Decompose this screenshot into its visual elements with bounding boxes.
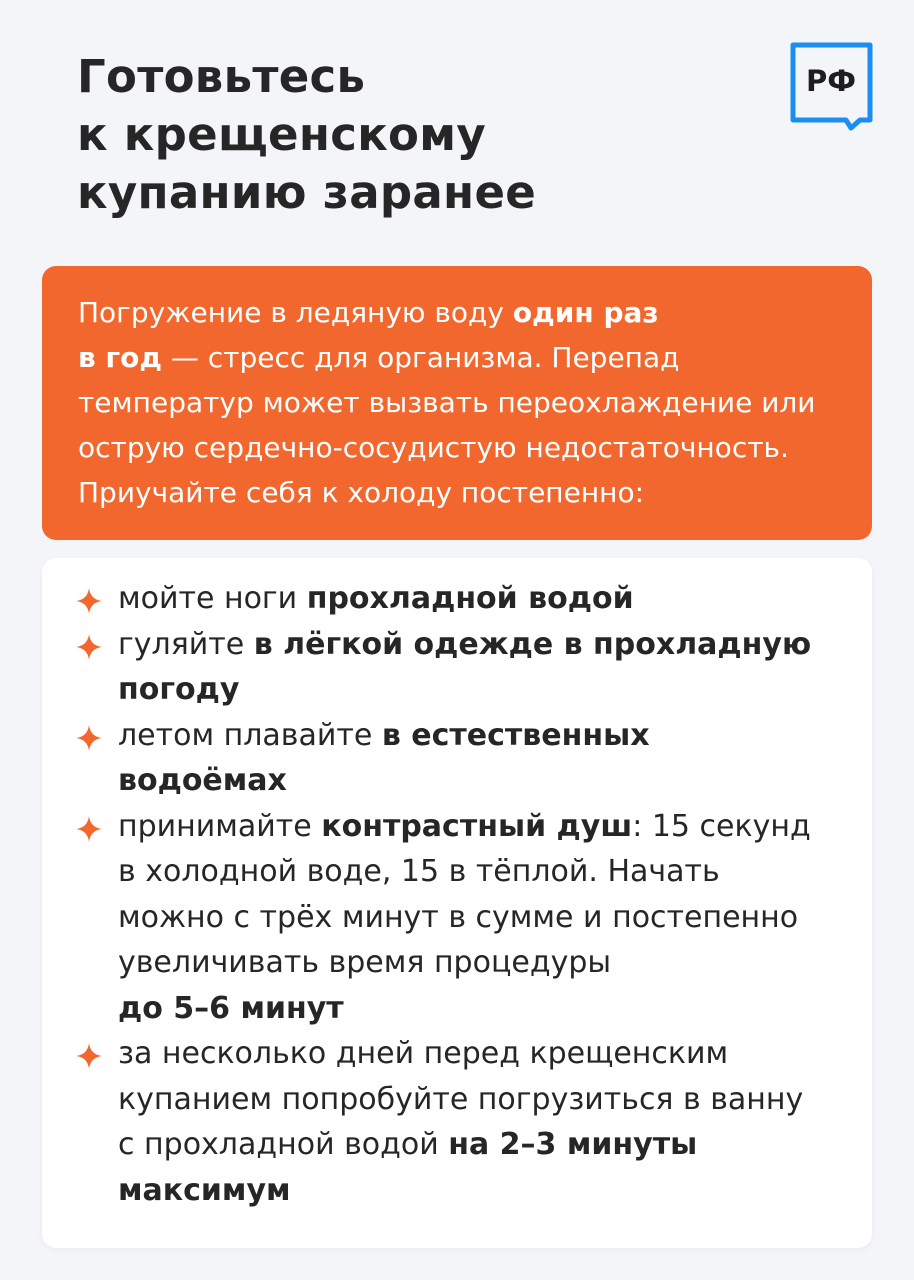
- intro-text: [78, 290, 852, 515]
- page-title: [77, 48, 757, 222]
- tip-text: мойте ноги: [118, 581, 307, 616]
- tip-line: [118, 986, 852, 1032]
- tip-emphasis: до 5–6 минут: [118, 990, 344, 1026]
- tip-line: [118, 804, 852, 850]
- tips-list: [42, 558, 872, 1213]
- tip-line: [118, 758, 852, 804]
- intro-callout: [42, 266, 872, 540]
- sparkle-bullet-icon: [76, 725, 102, 751]
- intro-line: [78, 290, 852, 335]
- list-item: [42, 713, 872, 804]
- tip-emphasis: в лёгкой одежде в прохладную: [253, 626, 812, 662]
- title-line: к крещенскому: [77, 108, 486, 161]
- tip-line: [118, 1168, 852, 1214]
- intro-text-part: — стресс для организма. Перепад: [161, 341, 680, 374]
- sparkle-bullet-icon: [76, 588, 102, 614]
- tip-emphasis: на 2–3 минуты: [448, 1127, 698, 1162]
- tip-line: за несколько дней перед крещенским: [118, 1036, 729, 1071]
- list-item: [42, 804, 872, 1032]
- sparkle-bullet-icon: [76, 634, 102, 660]
- tip-line: [118, 713, 852, 759]
- sparkle-bullet-icon: [76, 816, 102, 842]
- tips-card: [42, 558, 872, 1248]
- tip-emphasis: максимум: [118, 1172, 291, 1208]
- intro-line: [78, 335, 852, 380]
- tip-line: можно с трёх минут в сумме и постепенно: [118, 899, 799, 935]
- tip-emphasis: контрастный душ: [321, 808, 633, 844]
- tip-text: принимайте: [118, 808, 322, 844]
- tip-line: [118, 576, 852, 622]
- tip-line: [118, 667, 852, 713]
- intro-line: Приучайте себя к холоду постепенно:: [78, 476, 645, 509]
- list-item: [42, 576, 872, 622]
- tip-emphasis: погоду: [118, 672, 240, 707]
- list-item: [42, 622, 872, 713]
- tip-line: [118, 622, 852, 668]
- tip-line: купанием попробуйте погрузиться в ванну: [118, 1081, 804, 1117]
- sparkle-bullet-icon: [76, 1043, 102, 1069]
- intro-line: температур может вызвать переохлаждение или: [78, 386, 816, 419]
- tip-line: увеличивать время процедуры: [118, 945, 612, 980]
- tip-line: [118, 1122, 852, 1168]
- tip-text: летом плавайте: [118, 717, 382, 753]
- rf-logo: [790, 42, 874, 132]
- title-line: Готовьтесь: [77, 50, 366, 103]
- tip-text: гуляйте: [118, 626, 254, 662]
- logo-text: РФ: [805, 64, 857, 98]
- intro-emphasis: в год: [78, 341, 162, 374]
- tip-emphasis: прохладной водой: [306, 581, 634, 616]
- intro-line: острую сердечно-сосудистую недостаточность.: [78, 431, 789, 464]
- title-line: купанию заранее: [77, 166, 537, 219]
- tip-emphasis: в естественных: [381, 717, 650, 753]
- list-item: [42, 1031, 872, 1213]
- chat-bubble-logo-icon: [790, 42, 874, 132]
- intro-text-part: Погружение в ледяную воду: [78, 296, 513, 329]
- intro-emphasis: один раз: [512, 296, 659, 329]
- tip-line: в холодной воде, 15 в тёплой. Начать: [118, 854, 720, 889]
- tip-emphasis: водоёмах: [118, 763, 287, 798]
- tip-text: с прохладной водой: [118, 1127, 449, 1162]
- tip-text: : 15 секунд: [632, 808, 811, 844]
